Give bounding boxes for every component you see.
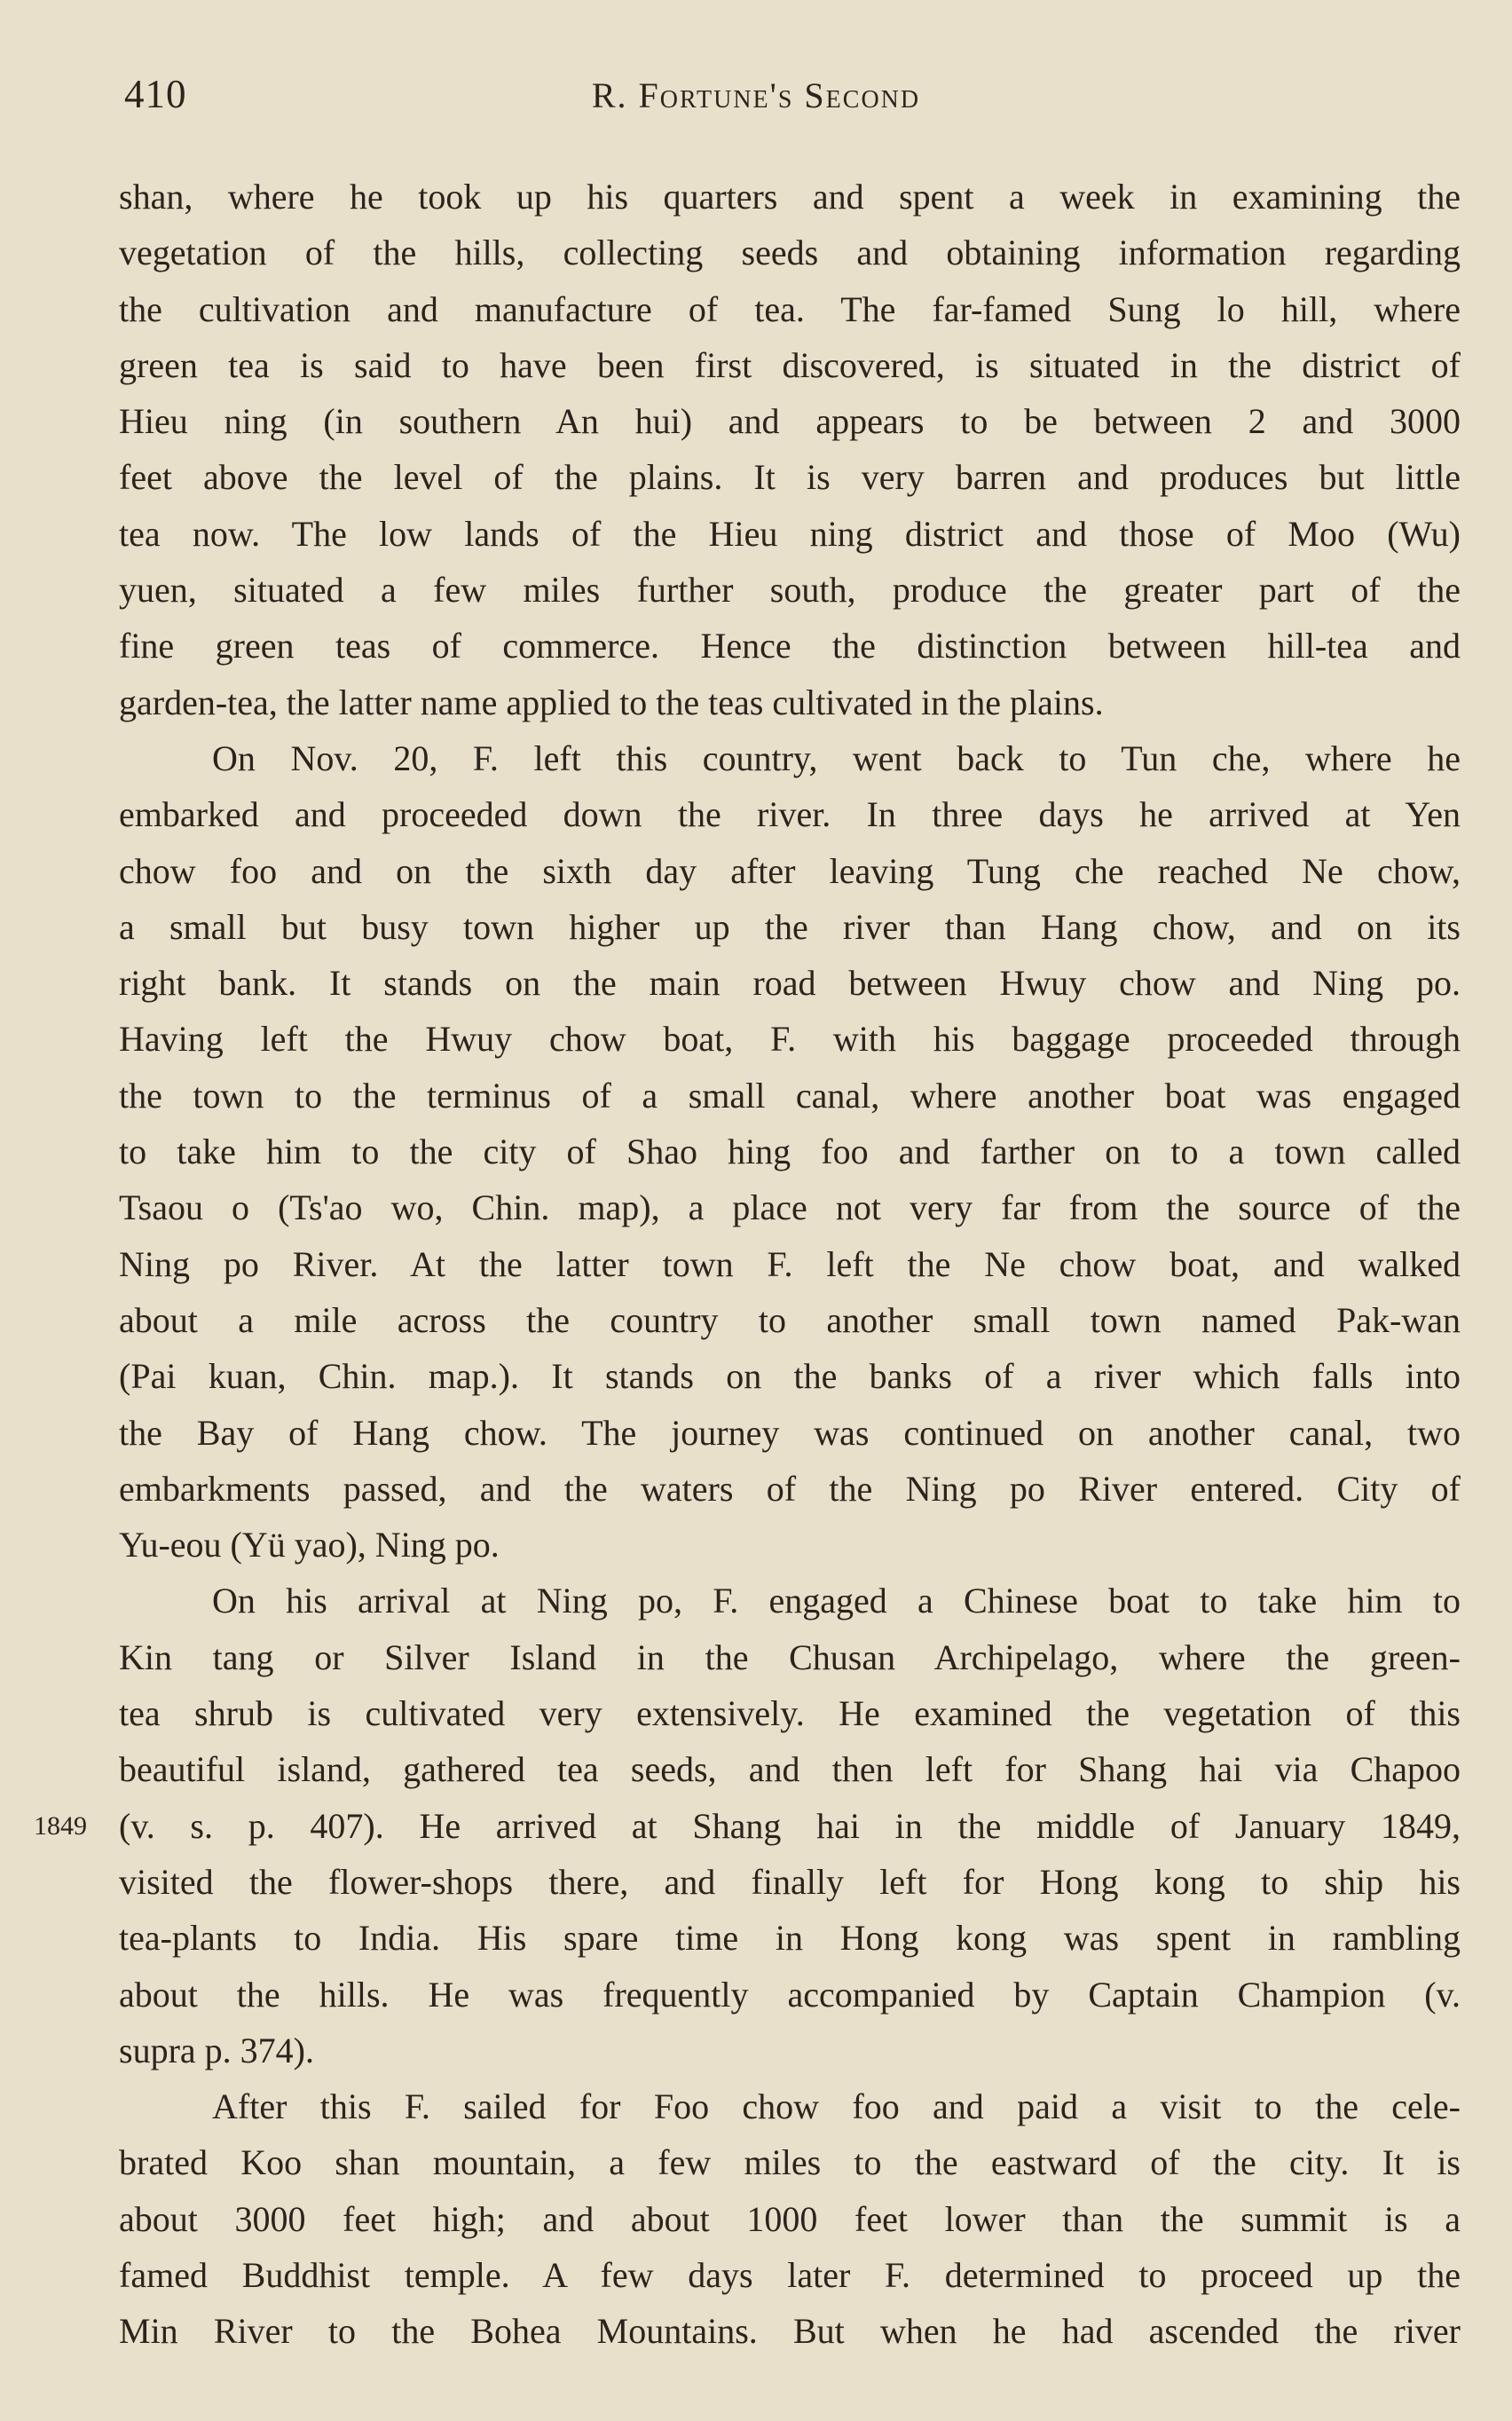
text-line: tea now. The low lands of the Hieu ning district and those of Moo (Wu) — [119, 513, 1461, 554]
text-line: Min River to the Bohea Mountains. But when he had ascended the river — [119, 2311, 1461, 2352]
text-line: beautiful island, gathered tea seeds, and then left for Shang hai via Chapoo — [119, 1749, 1461, 1790]
text-line: vegetation of the hills, collecting seeds and obtaining information regarding — [119, 233, 1461, 273]
text-line: visited the flower-shops there, and finally left for Hong kong to ship his — [119, 1861, 1461, 1902]
text-line: supra p. 374). — [119, 2030, 314, 2070]
text-line: the cultivation and manufacture of tea. The far-famed Sung lo hill, where — [119, 288, 1461, 329]
text-line: fine green teas of commerce. Hence the distinction between hill-tea and — [119, 626, 1461, 666]
text-line: about the hills. He was frequently accompanied by Captain Champion (v. — [119, 1974, 1461, 2015]
running-head: R. Fortune's Second — [591, 75, 921, 115]
text-line: tea shrub is cultivated very extensively. He examined the vegetation of this — [119, 1693, 1461, 1734]
text-line: to take him to the city of Shao hing foo and farther on to a town called — [119, 1132, 1461, 1172]
text-line: the town to the terminus of a small canal, where another boat was engaged — [119, 1075, 1461, 1116]
text-line: about a mile across the country to another small town named Pak-wan — [119, 1299, 1461, 1340]
text-line: about 3000 feet high; and about 1000 feet lower than the summit is a — [119, 2198, 1461, 2239]
text-line: garden-tea, the latter name applied to the teas cultivated in the plains. — [119, 682, 1104, 722]
text-line: (v. s. p. 407). He arrived at Shang hai in the middle of January 1849, — [119, 1805, 1461, 1846]
text-line: tea-plants to India. His spare time in Hong kong was spent in rambling — [119, 1918, 1461, 1959]
text-line: the Bay of Hang chow. The journey was continued on another canal, two — [119, 1412, 1461, 1453]
text-line: shan, where he took up his quarters and spent a week in examining the — [119, 177, 1461, 217]
page-number: 410 — [124, 72, 187, 116]
text-line: yuen, situated a few miles further south, produce the greater part of the — [119, 570, 1461, 611]
text-line: Ning po River. At the latter town F. left the Ne chow boat, and walked — [119, 1243, 1461, 1284]
text-line: Having left the Hwuy chow boat, F. with his baggage proceeded through — [119, 1019, 1461, 1060]
text-line: famed Buddhist temple. A few days later F. determined to proceed up the — [119, 2254, 1461, 2295]
margin-year-note: 1849 — [34, 1811, 87, 1841]
text-line: right bank. It stands on the main road between Hwuy chow and Ning po. — [119, 963, 1461, 1004]
text-line: a small but busy town higher up the river than Hang chow, and on its — [119, 906, 1461, 947]
page-header — [0, 71, 1512, 133]
text-line: embarkments passed, and the waters of the Ning po River entered. City of — [119, 1468, 1461, 1509]
paragraph-first-line: After this F. sailed for Foo chow foo and paid a visit to the cele- — [212, 2086, 1461, 2127]
paragraph-first-line: On Nov. 20, F. left this country, went back to Tun che, where he — [212, 737, 1461, 778]
text-line: Yu-eou (Yü yao), Ning po. — [119, 1525, 500, 1565]
body-text — [119, 169, 1461, 2360]
text-line: Tsaou o (Ts'ao wo, Chin. map), a place not very far from the source of the — [119, 1187, 1461, 1228]
text-line: chow foo and on the sixth day after leaving Tung che reached Ne chow, — [119, 850, 1461, 891]
text-line: embarked and proceeded down the river. In three days he arrived at Yen — [119, 794, 1461, 835]
text-line: green tea is said to have been first discovered, is situated in the district of — [119, 344, 1461, 385]
text-line: feet above the level of the plains. It is very barren and produces but little — [119, 457, 1461, 498]
text-line: Hieu ning (in southern An hui) and appears to be between 2 and 3000 — [119, 401, 1461, 442]
text-line: (Pai kuan, Chin. map.). It stands on the banks of a river which falls into — [119, 1356, 1461, 1397]
text-line: Kin tang or Silver Island in the Chusan Archipelago, where the green- — [119, 1636, 1461, 1677]
paragraph-first-line: On his arrival at Ning po, F. engaged a Chinese boat to take him to — [212, 1581, 1461, 1621]
text-line: brated Koo shan mountain, a few miles to the eastward of the city. It is — [119, 2142, 1461, 2183]
